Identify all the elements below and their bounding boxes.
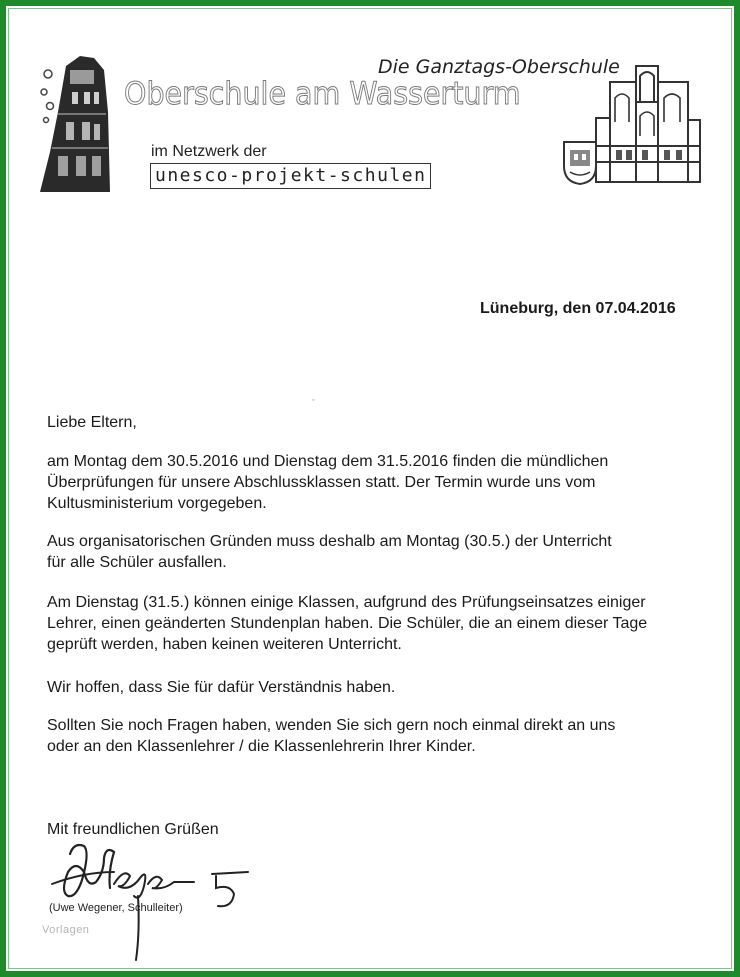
paragraph-5 <box>47 715 727 757</box>
paragraph-3 <box>47 592 727 655</box>
paragraph-line: Aus organisatorischen Gründen muss deshalb am Montag (30.5.) der Unterricht <box>47 533 612 550</box>
school-name: Oberschule am Wasserturm <box>124 76 521 112</box>
paragraph-1 <box>47 451 727 514</box>
paragraph-2 <box>47 531 727 573</box>
watermark: Vorlagen <box>42 924 90 936</box>
paragraph-4 <box>47 677 727 698</box>
paragraph-line: Sollten Sie noch Fragen haben, wenden Sie sich gern noch einmal direkt an uns <box>47 717 616 734</box>
school-building-logo <box>560 62 702 186</box>
handwritten-signature <box>44 832 264 962</box>
water-tower-logo <box>36 52 116 194</box>
paragraph-line: geprüft werden, haben keinen weiteren Unterricht. <box>47 636 402 653</box>
paragraph-line: für alle Schüler ausfallen. <box>47 554 227 571</box>
scan-speck: ˇ <box>312 398 315 408</box>
paragraph-line: am Montag dem 30.5.2016 und Dienstag dem 31.5.2016 finden die mündlichen <box>47 453 609 470</box>
paragraph-line: Kultusministerium vorgegeben. <box>47 495 267 512</box>
unesco-network-box: unesco-projekt-schulen <box>150 163 431 189</box>
paragraph-line: Wir hoffen, dass Sie für dafür Verständnis haben. <box>47 679 396 696</box>
paragraph-line: Lehrer, einen geänderten Stundenplan haben. Die Schüler, die an einem dieser Tage <box>47 615 648 632</box>
date-line: Lüneburg, den 07.04.2016 <box>480 300 676 317</box>
paragraph-line: Am Dienstag (31.5.) können einige Klassen, aufgrund des Prüfungseinsatzes einiger <box>47 594 646 611</box>
paragraph-line: Überprüfungen für unsere Abschlussklassen statt. Der Termin wurde uns vom <box>47 474 596 491</box>
network-label: im Netzwerk der <box>151 143 267 160</box>
closing: Mit freundlichen Grüßen <box>47 821 219 838</box>
school-subtitle: Die Ganztags-Oberschule <box>378 56 620 78</box>
salutation: Liebe Eltern, <box>47 414 137 431</box>
signature-caption: (Uwe Wegener, Schulleiter) <box>49 902 183 914</box>
paragraph-line: oder an den Klassenlehrer / die Klassenlehrerin Ihrer Kinder. <box>47 738 476 755</box>
